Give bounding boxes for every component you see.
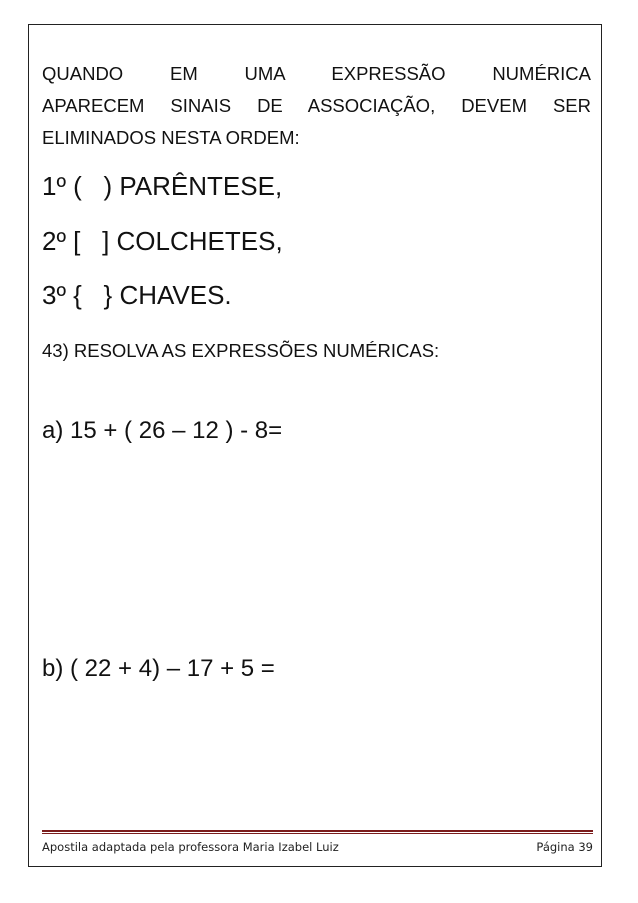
- page-footer: [42, 830, 593, 854]
- intro-line-1: QUANDO EM UMA EXPRESSÃO NUMÉRICA: [42, 63, 591, 84]
- order-parentheses: 1º ( ) PARÊNTESE,: [42, 171, 283, 201]
- exercise-b: b) ( 22 + 4) – 17 + 5 =: [42, 655, 275, 682]
- intro-paragraph: [42, 58, 591, 154]
- intro-line-3: ELIMINADOS NESTA ORDEM:: [42, 127, 300, 148]
- order-braces: 3º { } CHAVES.: [42, 280, 232, 310]
- order-brackets: 2º [ ] COLCHETES,: [42, 226, 283, 256]
- intro-line-2: APARECEM SINAIS DE ASSOCIAÇÃO, DEVEM SER: [42, 95, 591, 116]
- exercise-a: a) 15 + ( 26 – 12 ) - 8=: [42, 417, 283, 444]
- exercise-heading: 43) RESOLVA AS EXPRESSÕES NUMÉRICAS:: [42, 340, 440, 361]
- page-number: Página 39: [536, 840, 593, 854]
- footer-credit: Apostila adaptada pela professora Maria Izabel Luiz: [42, 840, 339, 854]
